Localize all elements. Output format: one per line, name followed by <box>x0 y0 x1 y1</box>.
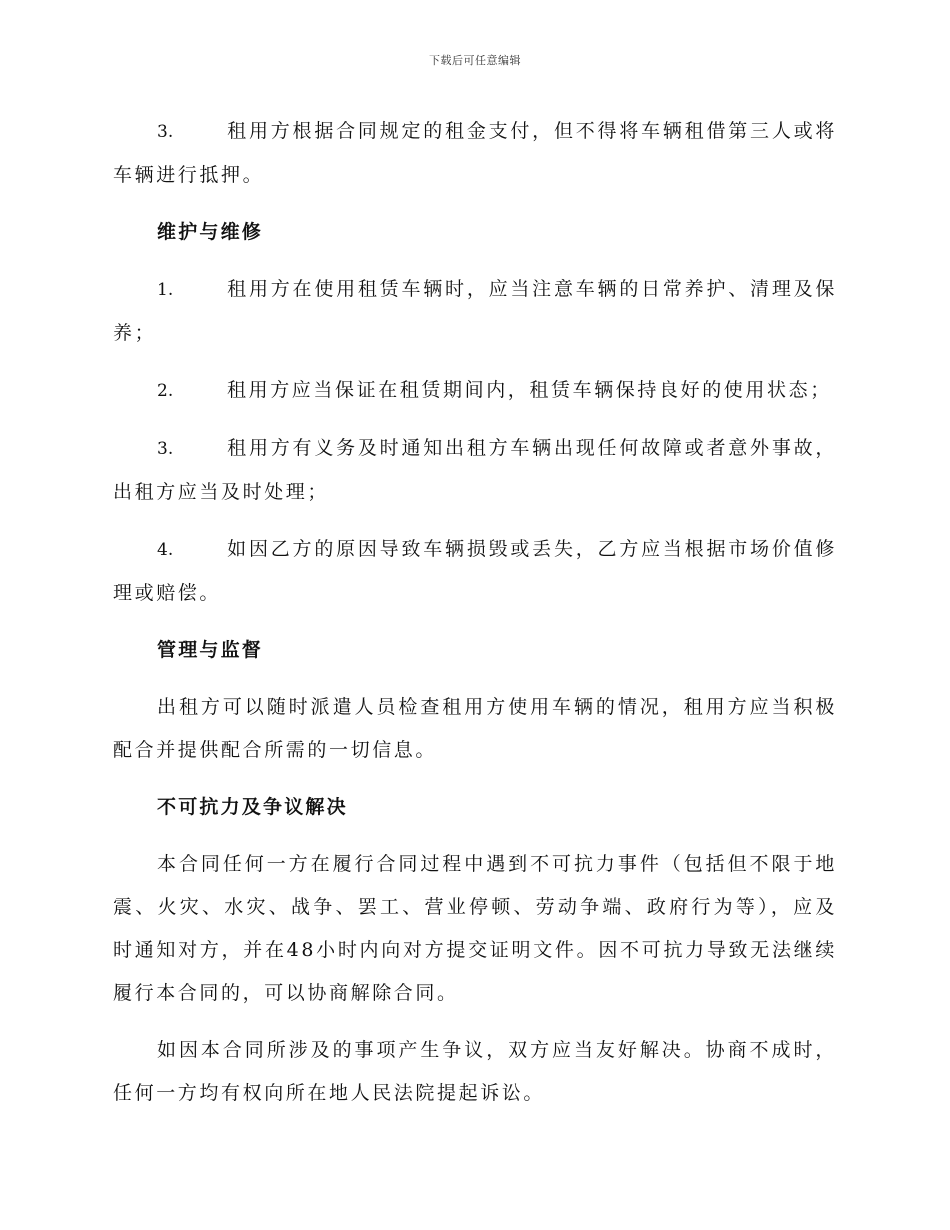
page-header: 下载后可任意编辑 <box>429 54 521 67</box>
maintenance-item-2 <box>113 369 837 413</box>
item-number: 3. <box>157 439 174 459</box>
section-heading-force-majeure: 不可抗力及争议解决 <box>157 796 348 818</box>
item-text: 租用方有义务及时通知出租方车辆出现任何故障或者意外事故，出租方应当及时处理； <box>113 437 837 503</box>
section-heading-management: 管理与监督 <box>157 639 264 661</box>
item-text: 租用方应当保证在租赁期间内，租赁车辆保持良好的使用状态； <box>227 379 832 401</box>
maintenance-item-3 <box>113 427 837 514</box>
document-body <box>113 110 837 1129</box>
item-text: 租用方在使用租赁车辆时，应当注意车辆的日常养护、清理及保养； <box>113 278 837 344</box>
force-majeure-paragraph: 本合同任何一方在履行合同过程中遇到不可抗力事件（包括但不限于地震、火灾、水灾、战争、罢工、营业停顿、劳动争端、政府行为等），应及时通知对方，并在48小时内向对方提交证明文件。因不可抗力导致无法继续履行本合同的，可以协商解除合同。 <box>113 853 837 1004</box>
maintenance-item-4 <box>113 528 837 615</box>
item-number: 2. <box>157 381 174 401</box>
item-number: 1. <box>157 280 174 300</box>
rent-item-3 <box>113 110 837 197</box>
section-heading-maintenance: 维护与维修 <box>157 221 264 243</box>
item-text: 如因乙方的原因导致车辆损毁或丢失，乙方应当根据市场价值修理或赔偿。 <box>113 538 837 604</box>
management-paragraph: 出租方可以随时派遣人员检查租用方使用车辆的情况，租用方应当积极配合并提供配合所需的一切信息。 <box>113 696 837 761</box>
item-number: 3. <box>157 122 174 142</box>
item-text: 租用方根据合同规定的租金支付，但不得将车辆租借第三人或将车辆进行抵押。 <box>113 120 837 186</box>
dispute-paragraph: 如因本合同所涉及的事项产生争议，双方应当友好解决。协商不成时，任何一方均有权向所在地人民法院提起诉讼。 <box>113 1039 837 1104</box>
maintenance-item-1 <box>113 268 837 355</box>
item-number: 4. <box>157 540 174 560</box>
